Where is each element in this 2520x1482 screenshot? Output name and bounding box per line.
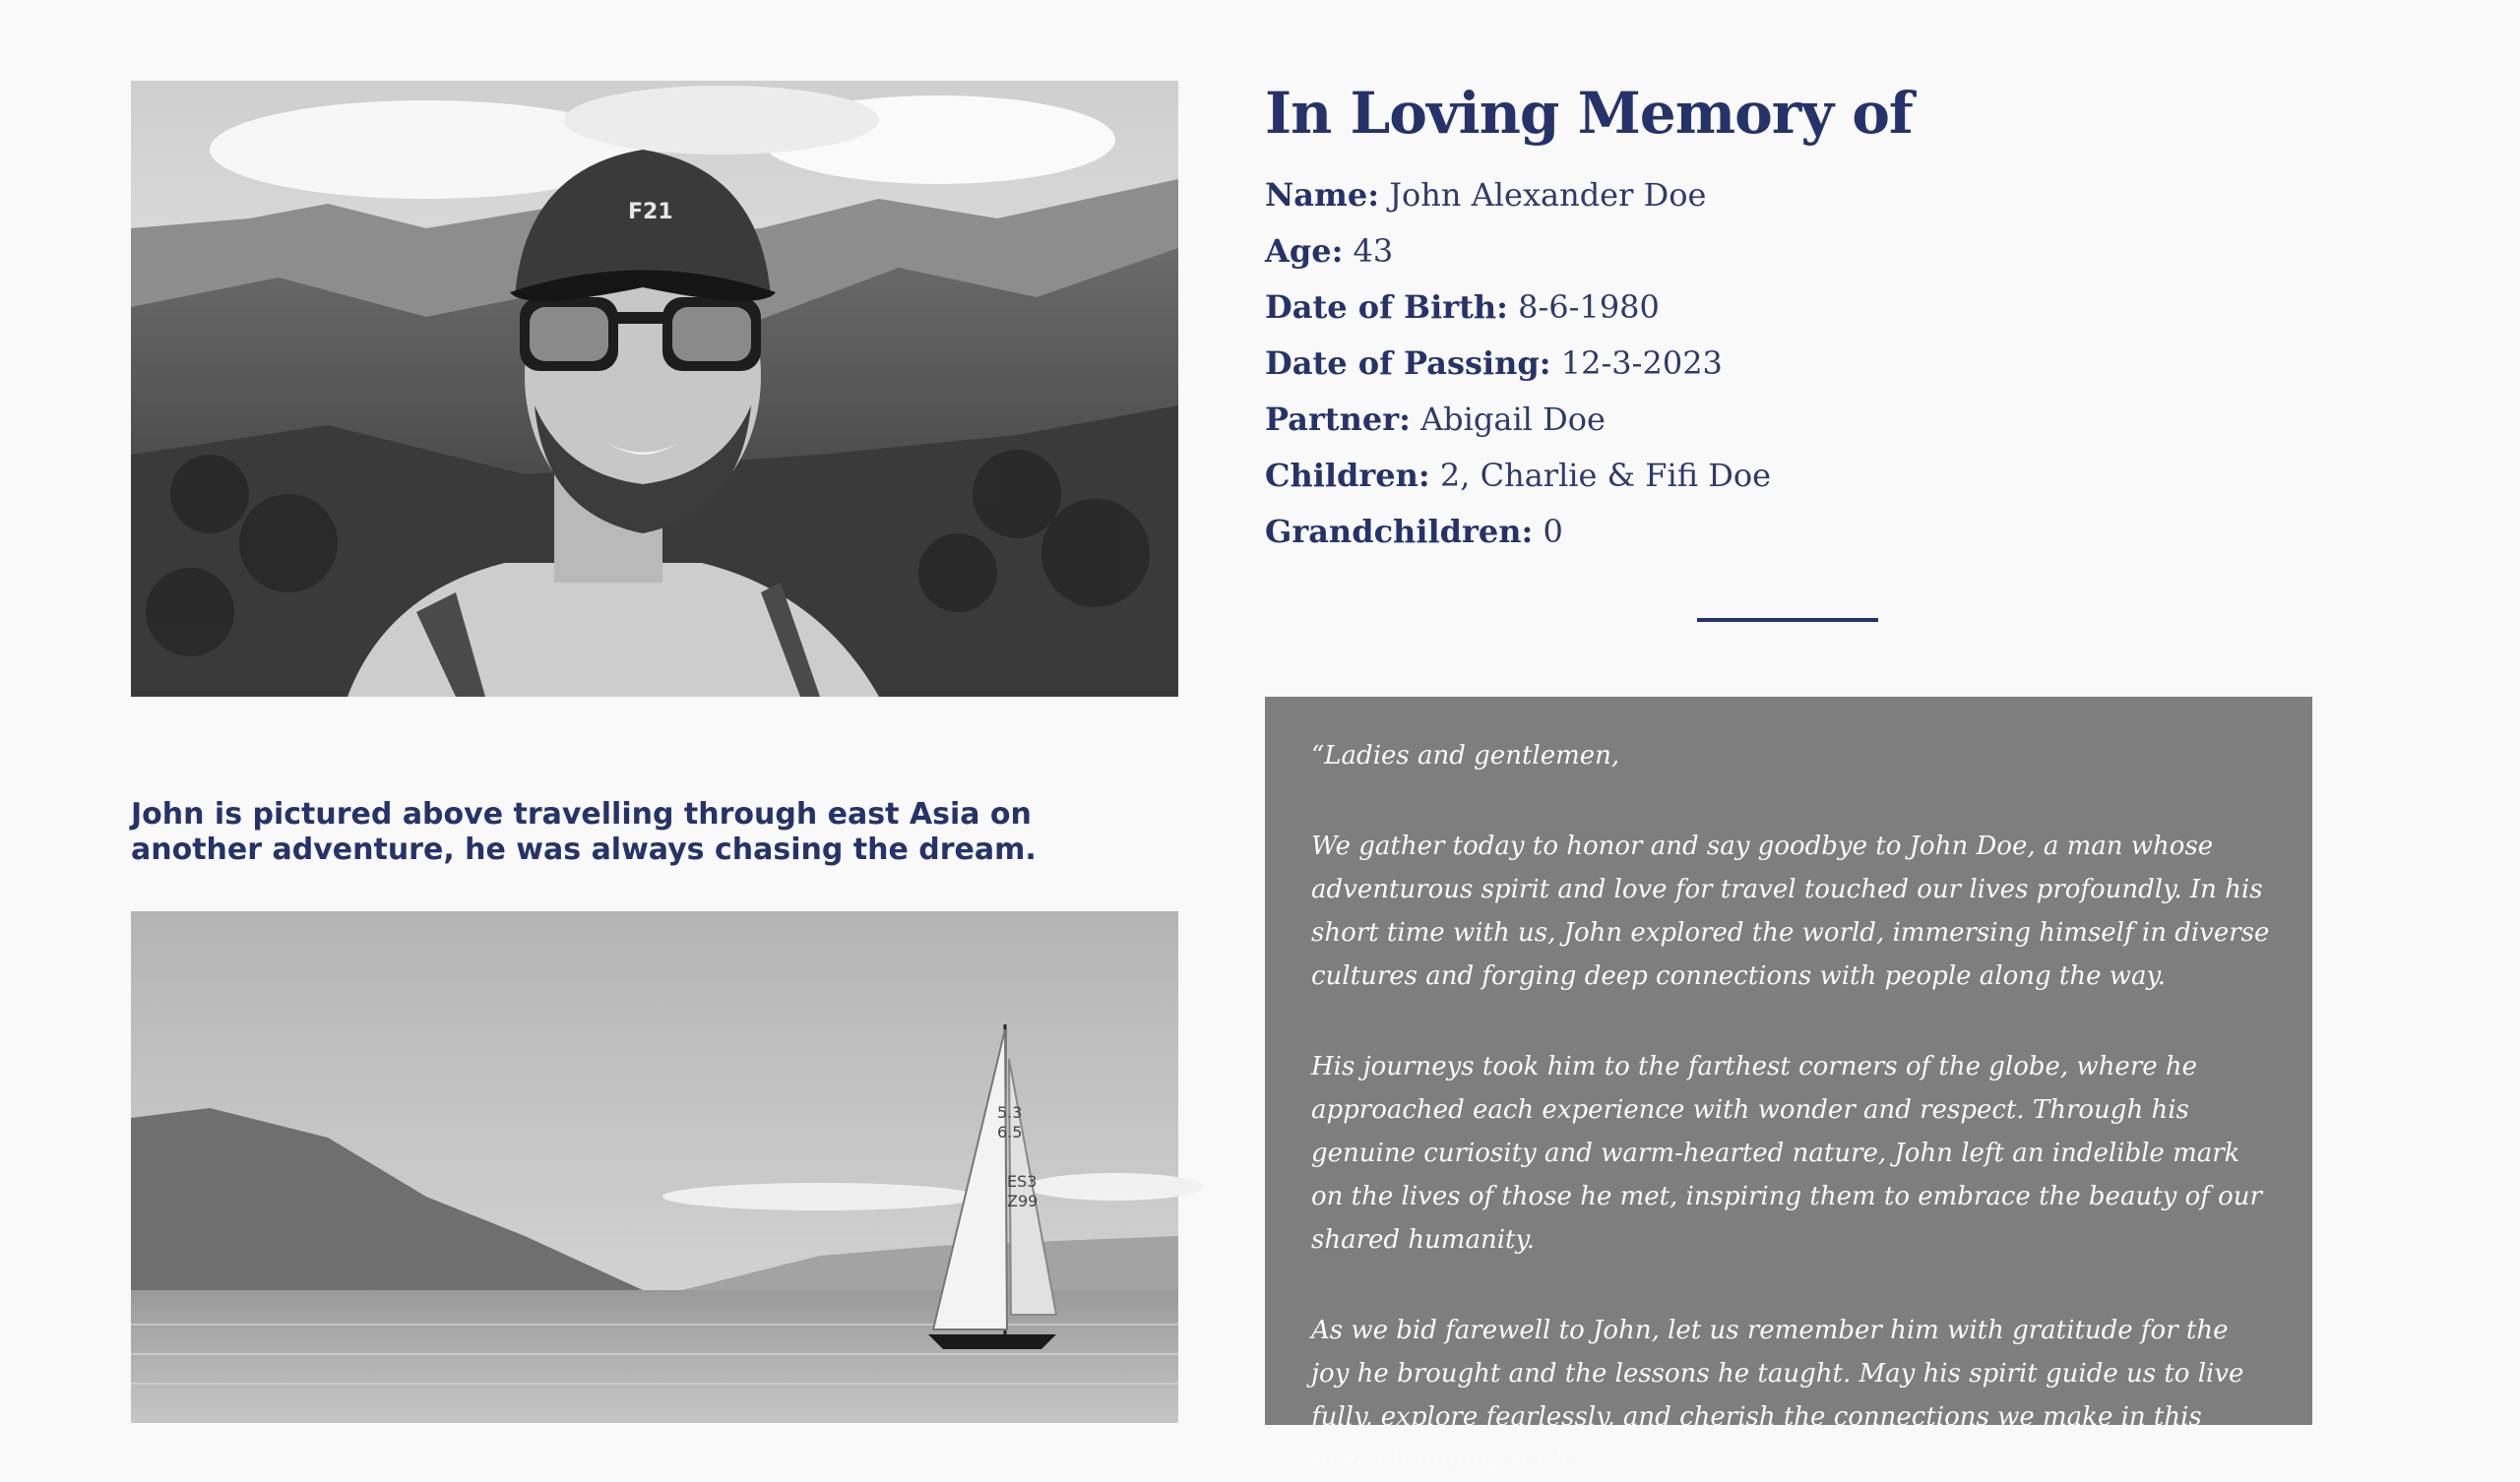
fact-value: Abigail Doe bbox=[1420, 401, 1606, 438]
memorial-details bbox=[1265, 71, 2308, 560]
fact-partner bbox=[1265, 392, 2308, 448]
fact-value: 43 bbox=[1353, 232, 1394, 270]
portrait-photo bbox=[131, 81, 1178, 697]
fact-date-of-birth bbox=[1265, 279, 2308, 336]
fact-age bbox=[1265, 223, 2308, 279]
eulogy-paragraph: His journeys took him to the farthest corners of the globe, where he approached each experience with wonder and respect. Through his genuine curiosity and warm-hearted nature, John left an indelible mark on the lives of those he met, inspiring them to embrace the beauty of our shared humanity. bbox=[1311, 1052, 2262, 1255]
fact-value: John Alexander Doe bbox=[1389, 176, 1707, 214]
fact-label: Partner: bbox=[1265, 401, 1411, 438]
eulogy-box bbox=[1265, 697, 2312, 1475]
fact-label: Date of Birth: bbox=[1265, 288, 1508, 326]
memorial-heading: In Loving Memory of bbox=[1265, 80, 1913, 147]
section-divider bbox=[1697, 618, 1878, 622]
fact-value: 0 bbox=[1543, 513, 1563, 550]
svg-text:F21: F21 bbox=[628, 200, 673, 224]
fact-name bbox=[1265, 167, 2308, 223]
fact-label: Children: bbox=[1265, 457, 1430, 494]
fact-label: Age: bbox=[1265, 232, 1344, 270]
eulogy-paragraph: As we bid farewell to John, let us remember him with gratitude for the joy he brought and the lessons he taught. May his spirit guide us to live fully, explore fearlessly, and cherish the connections we make in this ever-changing world. bbox=[1311, 1316, 2244, 1475]
fact-label: Name: bbox=[1265, 176, 1380, 214]
photo-caption: John is pictured above travelling through east Asia on another adventure, he was always chasing the dream. bbox=[131, 797, 1037, 867]
svg-text:6.5: 6.5 bbox=[997, 1123, 1023, 1142]
eulogy-paragraph: We gather today to honor and say goodbye to John Doe, a man whose adventurous spirit and love for travel touched our lives profoundly. In his short time with us, John explored the world, immersing himself in diverse cultures and forging deep connections with people along the way. bbox=[1311, 832, 2270, 991]
fact-value: 2, Charlie & Fifi Doe bbox=[1439, 457, 1772, 494]
sailboat-photo bbox=[131, 911, 1178, 1423]
fact-label: Grandchildren: bbox=[1265, 513, 1534, 550]
fact-grandchildren bbox=[1265, 504, 2308, 560]
fact-value: 8-6-1980 bbox=[1518, 288, 1660, 326]
fact-date-of-passing bbox=[1265, 336, 2308, 392]
svg-text:5.3: 5.3 bbox=[997, 1103, 1023, 1122]
fact-value: 12-3-2023 bbox=[1560, 344, 1723, 382]
fact-children bbox=[1265, 448, 2308, 504]
eulogy-paragraph: “Ladies and gentlemen, bbox=[1311, 741, 1620, 771]
svg-text:Z99: Z99 bbox=[1007, 1192, 1039, 1210]
svg-text:ES3: ES3 bbox=[1007, 1172, 1038, 1191]
fact-label: Date of Passing: bbox=[1265, 344, 1551, 382]
